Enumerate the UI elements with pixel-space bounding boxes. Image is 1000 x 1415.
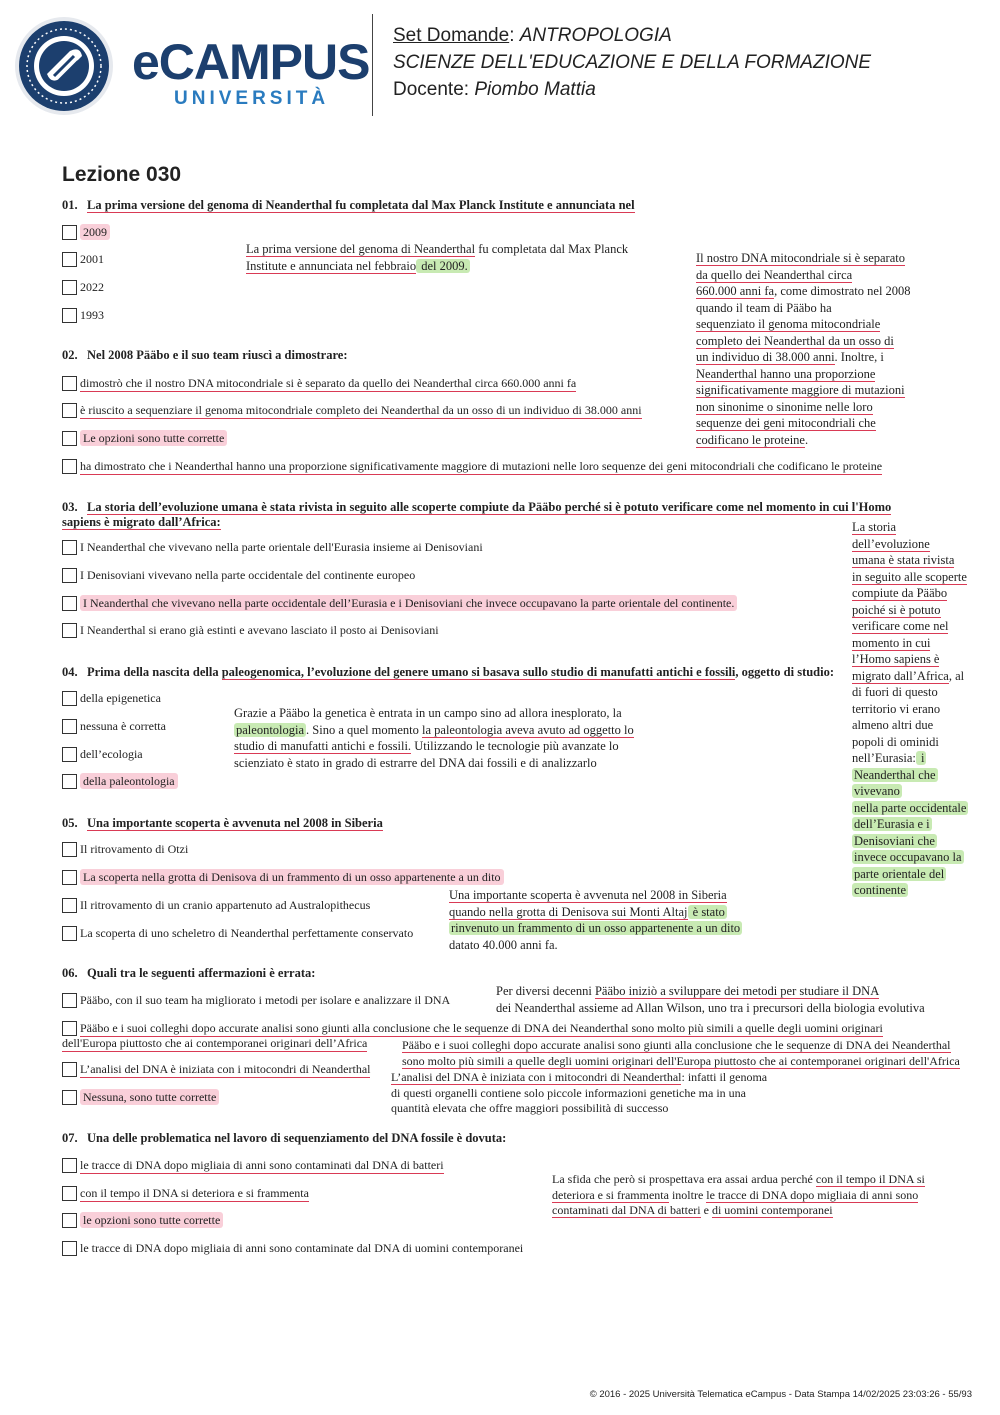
ecampus-logo [14, 16, 370, 116]
checkbox[interactable] [62, 403, 77, 418]
checkbox[interactable] [62, 1090, 77, 1105]
checkbox[interactable] [62, 431, 77, 446]
q07-option-4[interactable]: le tracce di DNA dopo migliaia di anni sono contaminate dal DNA di uomini contemporanei [62, 1240, 523, 1256]
question-01: 01. La prima versione del genoma di Neanderthal fu completata dal Max Planck Institute e annunciata nel [62, 198, 635, 212]
checkbox[interactable] [62, 691, 77, 706]
checkbox[interactable] [62, 568, 77, 583]
header-teacher: Docente: Piombo Mattia [393, 79, 596, 100]
logo-subtitle: UNIVERSITÀ [174, 88, 330, 109]
checkbox[interactable] [62, 623, 77, 638]
q06-annotation-1: Per diversi decenni Pääbo iniziò a sviluppare dei metodi per studiare il DNA dei Neanderthal assieme ad Allan Wilson, uno tra i precursori della biologia evolutiva [496, 984, 925, 1015]
q06-option-1[interactable]: Pääbo, con il suo team ha migliorato i metodi per isolare e analizzare il DNA [62, 992, 450, 1008]
q06-option-2[interactable]: Pääbo e i suoi colleghi dopo accurate analisi sono giunti alla conclusione che le sequenze di DNA dei Neanderthal sono molto più simili a quelle degli uomini originari [62, 1020, 883, 1037]
q05-option-1[interactable]: Il ritrovamento di Otzi [62, 841, 188, 857]
q03-option-4[interactable]: I Neanderthal si erano già estinti e avevano lasciato il posto ai Denisoviani [62, 622, 439, 638]
q04-option-3[interactable]: dell’ecologia [62, 746, 143, 762]
checkbox[interactable] [62, 1186, 77, 1201]
q02-option-4[interactable]: ha dimostrato che i Neanderthal hanno una proporzione significativamente maggiore di mutazioni nelle loro sequenze dei geni mitocondriali che codificano le proteine [62, 458, 882, 475]
checkbox[interactable] [62, 1213, 77, 1228]
q05-option-3[interactable]: Il ritrovamento di un cranio appartenuto ad Australopithecus [62, 897, 370, 913]
q06-annotation-3: L’analisi del DNA è iniziata con i mitocondri di Neanderthal: infatti il genoma di questi organelli contiene solo piccole informazioni genetiche ma in una quantità elevata che offre maggiori possibilità di successo [391, 1070, 768, 1115]
q01-annotation: La prima versione del genoma di Neanderthal fu completata dal Max Planck Institute e annunciata nel febbraio del 2009. [246, 242, 629, 273]
q01-option-3[interactable]: 2022 [62, 279, 104, 295]
checkbox[interactable] [62, 842, 77, 857]
q06-option-2-cont: dell'Europa piuttosto che ai contemporanei originari dell’Africa [62, 1036, 368, 1050]
q02-option-3[interactable]: Le opzioni sono tutte corrette [62, 430, 227, 446]
checkbox[interactable] [62, 1062, 77, 1077]
lesson-title: Lezione 030 [62, 163, 182, 186]
q04-annotation: Grazie a Pääbo la genetica è entrata in un campo sino ad allora inesplorato, la paleontologia . Sino a quel momento la paleontologia aveva avuto ad oggetto lo studio di manufatti antichi e fossili. Utilizzando le tecnologie più avanzate lo scienziato è stato in grado di estrarre del DNA dai fossili e di analizzarlo [234, 706, 634, 770]
checkbox[interactable] [62, 926, 77, 941]
checkbox[interactable] [62, 1241, 77, 1256]
checkbox[interactable] [62, 1021, 77, 1036]
q07-option-1[interactable]: le tracce di DNA dopo migliaia di anni sono contaminati dal DNA di batteri [62, 1157, 444, 1174]
question-07: 07. Una delle problematica nel lavoro di sequenziamento del DNA fossile è dovuta: [62, 1131, 507, 1145]
checkbox[interactable] [62, 993, 77, 1008]
question-04: 04. Prima della nascita della paleogenomica, l’evoluzione del genere umano si basava sullo studio di manufatti antichi e fossili, oggetto di studio: [62, 665, 835, 679]
q06-annotation-2: Pääbo e i suoi colleghi dopo accurate analisi sono giunti alla conclusione che le sequenze di DNA dei Neanderthal sono molto più simili a quelle degli uomini originari dell'Europa piuttosto che ai contemporanei originari dell'Africa [402, 1038, 960, 1068]
q06-option-3[interactable]: L’analisi del DNA è iniziata con i mitocondri di Neanderthal [62, 1061, 370, 1078]
q05-option-4[interactable]: La scoperta di uno scheletro di Neanderthal perfettamente conservato [62, 925, 413, 941]
checkbox[interactable] [62, 280, 77, 295]
set-label: Set Domande [393, 25, 510, 46]
q04-option-4[interactable]: della paleontologia [62, 773, 178, 789]
checkbox[interactable] [62, 459, 77, 474]
q03-option-2[interactable]: I Denisoviani vivevano nella parte occidentale del continente europeo [62, 567, 415, 583]
question-03: 03. La storia dell’evoluzione umana è stata rivista in seguito alle scoperte compiute da Pääbo perché si è potuto verificare come nel momento in cui l'Homo sapiens è migrato dall’Africa: [62, 500, 892, 529]
teacher-name: Piombo Mattia [474, 79, 596, 100]
header-divider [372, 14, 373, 116]
q02-annotation: Il nostro DNA mitocondriale si è separato da quello dei Neanderthal circa 660.000 anni fa, come dimostrato nel 2008 quando il team di Pääbo ha sequenziato il genoma mitocondriale completo dei Neanderthal da un osso di un individuo di 38.000 anni. Inoltre, i Neanderthal hanno una proporzione significativamente maggiore di mutazioni non sinonime o sinonime nelle loro sequenze dei geni mitocondriali che codificano le proteine. [696, 251, 911, 447]
page-footer: © 2016 - 2025 Università Telematica eCampus - Data Stampa 14/02/2025 23:03:26 - 55/93 [589, 1389, 972, 1400]
q05-annotation: Una importante scoperta è avvenuta nel 2008 in Siberia quando nella grotta di Denisova sui Monti Altaj è stato rinvenuto un frammento di un osso appartenente a un dito datato 40.000 anni fa. [449, 888, 741, 952]
question-02: 02. Nel 2008 Pääbo e il suo team riuscì a dimostrare: [62, 348, 348, 362]
checkbox[interactable] [62, 308, 77, 323]
q06-option-4[interactable]: Nessuna, sono tutte corrette [62, 1089, 219, 1105]
q02-option-1[interactable]: dimostrò che il nostro DNA mitocondriale si è separato da quello dei Neanderthal circa 660.000 anni fa [62, 375, 576, 392]
checkbox[interactable] [62, 376, 77, 391]
checkbox[interactable] [62, 870, 77, 885]
q04-option-2[interactable]: nessuna è corretta [62, 718, 166, 734]
logo-wordmark: eCAMPUS [132, 34, 370, 90]
q03-option-1[interactable]: I Neanderthal che vivevano nella parte orientale dell'Eurasia insieme ai Denisoviani [62, 539, 483, 555]
q07-option-3[interactable]: le opzioni sono tutte corrette [62, 1212, 223, 1228]
checkbox[interactable] [62, 719, 77, 734]
question-06: 06. Quali tra le seguenti affermazioni è errata: [62, 966, 316, 980]
checkbox[interactable] [62, 898, 77, 913]
checkbox[interactable] [62, 252, 77, 267]
subject: ANTROPOLOGIA [519, 25, 672, 46]
q01-option-2[interactable]: 2001 [62, 251, 104, 267]
checkbox[interactable] [62, 747, 77, 762]
q01-option-1[interactable]: 2009 [62, 224, 110, 240]
q03-option-3[interactable]: I Neanderthal che vivevano nella parte occidentale dell’Eurasia e i Denisoviani che invece occupavano la parte orientale del continente. [62, 595, 737, 611]
checkbox[interactable] [62, 225, 77, 240]
q02-option-2[interactable]: è riuscito a sequenziare il genoma mitocondriale completo dei Neanderthal da un osso di un individuo di 38.000 anni [62, 402, 642, 419]
q03-annotation: La storia dell’evoluzione umana è stata rivista in seguito alle scoperte compiute da Pääbo poiché si è potuto verificare come nel momento in cui l’Homo sapiens è migrato dall’Africa, al di fuori di questo territorio vi erano almeno altri due popoli di ominidi nell’Eurasia: i Neanderthal che vivevano nella parte occidentale dell’Eurasia e i Denisoviani che invece occupavano la parte orientale del continente [852, 520, 967, 897]
q05-option-2[interactable]: La scoperta nella grotta di Denisova di un frammento di un osso appartenente a un dito [62, 869, 504, 885]
q04-option-1[interactable]: della epigenetica [62, 690, 161, 706]
header-set-line: Set Domande: ANTROPOLOGIA [393, 25, 672, 46]
q07-annotation: La sfida che però si prospettava era assai ardua perché con il tempo il DNA si deteriora e si frammenta inoltre le tracce di DNA dopo migliaia di anni sono contaminati dal DNA di batteri e di uomini contemporanei [552, 1172, 925, 1217]
q01-option-4[interactable]: 1993 [62, 307, 104, 323]
checkbox[interactable] [62, 1158, 77, 1173]
question-05: 05. Una importante scoperta è avvenuta nel 2008 in Siberia [62, 816, 383, 830]
checkbox[interactable] [62, 540, 77, 555]
ecampus-seal-icon [14, 16, 114, 116]
header-course: SCIENZE DELL'EDUCAZIONE E DELLA FORMAZIONE [393, 52, 872, 73]
checkbox[interactable] [62, 596, 77, 611]
q07-option-2[interactable]: con il tempo il DNA si deteriora e si frammenta [62, 1185, 309, 1202]
checkbox[interactable] [62, 774, 77, 789]
